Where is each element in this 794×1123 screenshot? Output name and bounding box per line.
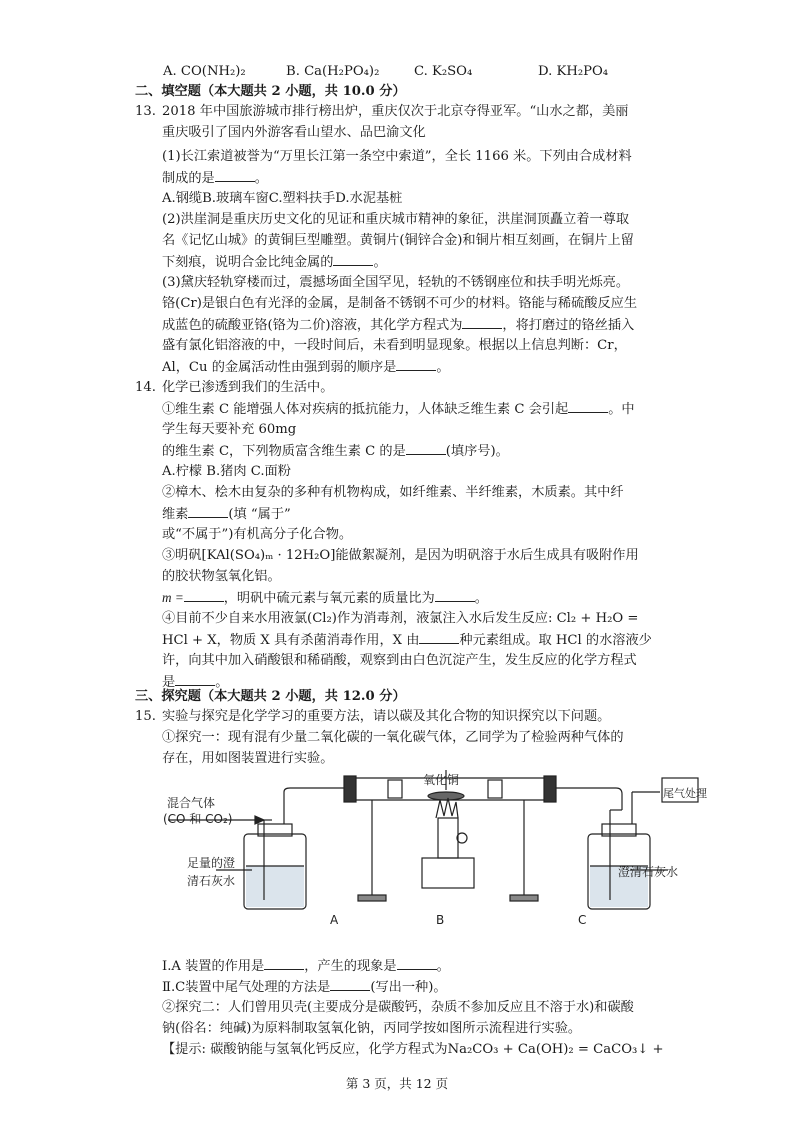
q14-line: ③明矾[KAl(SO₄)ₘ · 12H₂O]能做絮凝剂，是因为明矾溶于水后生成具有吸附作用 <box>162 548 639 563</box>
q14-text: 。 <box>215 675 229 690</box>
q14-text: ①维生素 C 能增强人体对疾病的抵抗能力，人体缺乏维生素 C 会引起 <box>162 402 569 417</box>
q14-text: 维素 <box>162 507 189 522</box>
q13-line: (3)黛庆轻轨穿楼而过，震撼场面全国罕见，轻轨的不锈钢座位和扶手明光烁亮。 <box>162 275 630 290</box>
q15-text: I.A 装置的作用是 <box>162 959 265 974</box>
figure-label-mixed-gas: 混合气体 <box>167 796 216 810</box>
q15-line <box>162 978 447 997</box>
clamp-left <box>388 780 402 798</box>
figure-label-limewater-c: 澄清石灰水 <box>618 865 679 879</box>
figure-letter-b: B <box>436 913 445 927</box>
q13-line: 铬(Cr)是银白色有光泽的金属，是制备不锈钢不可少的材料。铬能与稀硫酸反应生 <box>162 296 638 311</box>
answer-blank[interactable] <box>264 957 304 970</box>
q13-line: (1)长江索道被誉为“万里长江第一条空中索道”，全长 1166 米。下列由合成材料 <box>162 149 632 164</box>
q14-text: (填序号)。 <box>445 444 509 459</box>
figure-label-limewater-a: 清石灰水 <box>187 874 236 888</box>
section-title-fill: 二、填空题（本大题共 2 小题，共 10.0 分） <box>135 84 406 99</box>
q14-line <box>162 400 635 419</box>
q13-text: 。 <box>373 255 387 270</box>
answer-blank[interactable] <box>188 505 228 518</box>
q13-text: 成蓝色的硫酸亚铬(铬为二价)溶液，其化学方程式为 <box>162 318 463 333</box>
q14-text: 种元素组成。取 HCl 的水溶液少 <box>459 633 652 648</box>
q15-line: ②探究二：人们曾用贝壳(主要成分是碳酸钙，杂质不参加反应且不溶于水)和碳酸 <box>162 1000 634 1015</box>
arrow-head-icon <box>255 816 264 824</box>
burner-base <box>422 858 474 888</box>
answer-blank[interactable] <box>333 253 373 266</box>
question-number-14: 14. <box>135 380 156 395</box>
q14-line: 的胶状物氢氧化铝。 <box>162 569 281 584</box>
answer-blank[interactable] <box>215 169 255 182</box>
answer-blank[interactable] <box>462 316 502 329</box>
page-footer: 第 3 页，共 12 页 <box>345 1076 449 1091</box>
q15-line: 【提示: 碳酸钠能与氢氧化钙反应，化学方程式为Na₂CO₃ + Ca(OH)₂ = CaCO₃↓ + <box>162 1042 664 1057</box>
q14-text: 。 <box>474 591 488 606</box>
clamp-right <box>488 780 502 798</box>
question-number-15: 15. <box>135 709 156 724</box>
q14-line <box>162 589 488 608</box>
q14-line: 或“不属于”)有机高分子化合物。 <box>162 527 353 542</box>
q14-text: 的维生素 C，下列物质富含维生素 C 的是 <box>162 444 406 459</box>
answer-blank[interactable] <box>175 673 215 686</box>
q15-text: ，产生的现象是 <box>304 959 397 974</box>
q14-text: HCl + X，物质 X 具有杀菌消毒作用，X 由 <box>162 633 420 648</box>
flame-icon <box>436 798 458 818</box>
q13-line: 2018 年中国旅游城市排行榜出炉，重庆仅次于北京夺得亚军。“山水之都，美丽 <box>162 104 629 119</box>
option-d: D. KH₂PO₄ <box>538 64 609 79</box>
q15-text: 。 <box>436 959 450 974</box>
q13-text: 。 <box>254 171 268 186</box>
apparatus-figure <box>160 770 700 940</box>
figure-label-cuo: 氧化铜 <box>423 773 460 787</box>
figure-label-tail-gas: 尾气处理 <box>663 787 707 800</box>
q14-text: (填 “属于” <box>228 507 291 522</box>
question-number-13: 13. <box>135 104 156 119</box>
q15-text: Ⅱ.C装置中尾气处理的方法是 <box>162 980 331 995</box>
q13-line: 盛有氯化铝溶液的中，一段时间后，未看到明显现象。根据以上信息判断：Cr， <box>162 338 627 353</box>
q15-line: ①探究一：现有混有少量二氧化碳的一氧化碳气体，乙同学为了检验两种气体的 <box>162 730 624 745</box>
option-a: A. CO(NH₂)₂ <box>163 64 246 79</box>
answer-blank[interactable] <box>330 978 370 991</box>
q15-text: (写出一种)。 <box>370 980 447 995</box>
answer-blank[interactable] <box>406 442 446 455</box>
q13-text: Al，Cu 的金属活动性由强到弱的顺序是 <box>162 360 397 375</box>
q14-text: m = <box>162 590 184 605</box>
q14-line: 化学已渗透到我们的生活中。 <box>162 380 334 395</box>
q13-text: 下刻痕，说明合金比纯金属的 <box>162 255 334 270</box>
q15-line: 钠(俗名：纯碱)为原料制取氢氧化钠，丙同学按如图所示流程进行实验。 <box>162 1021 582 1036</box>
q13-line: (2)洪崖洞是重庆历史文化的见证和重庆城市精神的象征，洪崖洞顶矗立着一尊取 <box>162 212 630 227</box>
answer-blank[interactable] <box>419 631 459 644</box>
q14-text: 是 <box>162 675 176 690</box>
q14-line <box>162 505 291 524</box>
q13-text: 。 <box>436 360 450 375</box>
option-b: B. Ca(H₂PO₄)₂ <box>286 64 380 79</box>
q13-line: A.钢缆B.玻璃车窗C.塑料扶手D.水泥基桩 <box>162 191 403 206</box>
tube-stopper-right <box>544 776 556 802</box>
q13-line <box>162 316 634 335</box>
answer-blank[interactable] <box>397 957 437 970</box>
q13-line: 名《记忆山城》的黄铜巨型雕塑。黄铜片(铜锌合金)和铜片相互刻画，在铜片上留 <box>162 233 634 248</box>
q13-line <box>162 358 450 377</box>
q13-text: ，将打磨过的铬丝插入 <box>502 318 635 333</box>
q15-line: 实验与探究是化学学习的重要方法，请以碳及其化合物的知识探究以下问题。 <box>162 709 611 724</box>
q13-line: 重庆吸引了国内外游客看山望水、品巴渝文化 <box>162 125 426 140</box>
copper-oxide-sample <box>428 792 464 800</box>
q14-line <box>162 631 652 650</box>
figure-letter-a: A <box>330 913 339 927</box>
q14-line: ④目前不少自来水用液氯(Cl₂)作为消毒剂，液氯注入水后发生反应: Cl₂ + H₂O = <box>162 611 639 626</box>
q15-line <box>162 957 450 976</box>
answer-blank[interactable] <box>435 589 475 602</box>
answer-blank[interactable] <box>184 589 224 602</box>
q14-line: ②樟木、桧木由复杂的多种有机物构成，如纤维素、半纤维素，木质素。其中纤 <box>162 485 624 500</box>
q14-text: ，明矾中硫元素与氧元素的质量比为 <box>223 591 435 606</box>
q14-text: 。中 <box>608 402 635 417</box>
q13-line <box>162 253 387 272</box>
q14-line: A.柠檬 B.猪肉 C.面粉 <box>162 464 291 479</box>
option-c: C. K₂SO₄ <box>414 64 473 79</box>
answer-blank[interactable] <box>568 400 608 413</box>
figure-label-limewater-a: 足量的澄 <box>187 856 236 870</box>
tube-stopper-left <box>344 776 356 802</box>
answer-blank[interactable] <box>396 358 436 371</box>
q14-line <box>162 442 509 461</box>
q14-line: 学生每天要补充 60mg <box>162 422 297 437</box>
q14-line: 许，向其中加入硝酸银和稀硝酸，观察到由白色沉淀产生，发生反应的化学方程式 <box>162 653 637 668</box>
q13-text: 制成的是 <box>162 171 215 186</box>
section-title-explore: 三、探究题（本大题共 2 小题，共 12.0 分） <box>135 689 406 704</box>
burner <box>438 818 458 858</box>
figure-label-gas-formula: (CO 和 CO₂) <box>163 812 233 826</box>
q15-line: 存在，用如图装置进行实验。 <box>162 751 334 766</box>
q13-line <box>162 169 268 188</box>
figure-letter-c: C <box>578 913 587 927</box>
